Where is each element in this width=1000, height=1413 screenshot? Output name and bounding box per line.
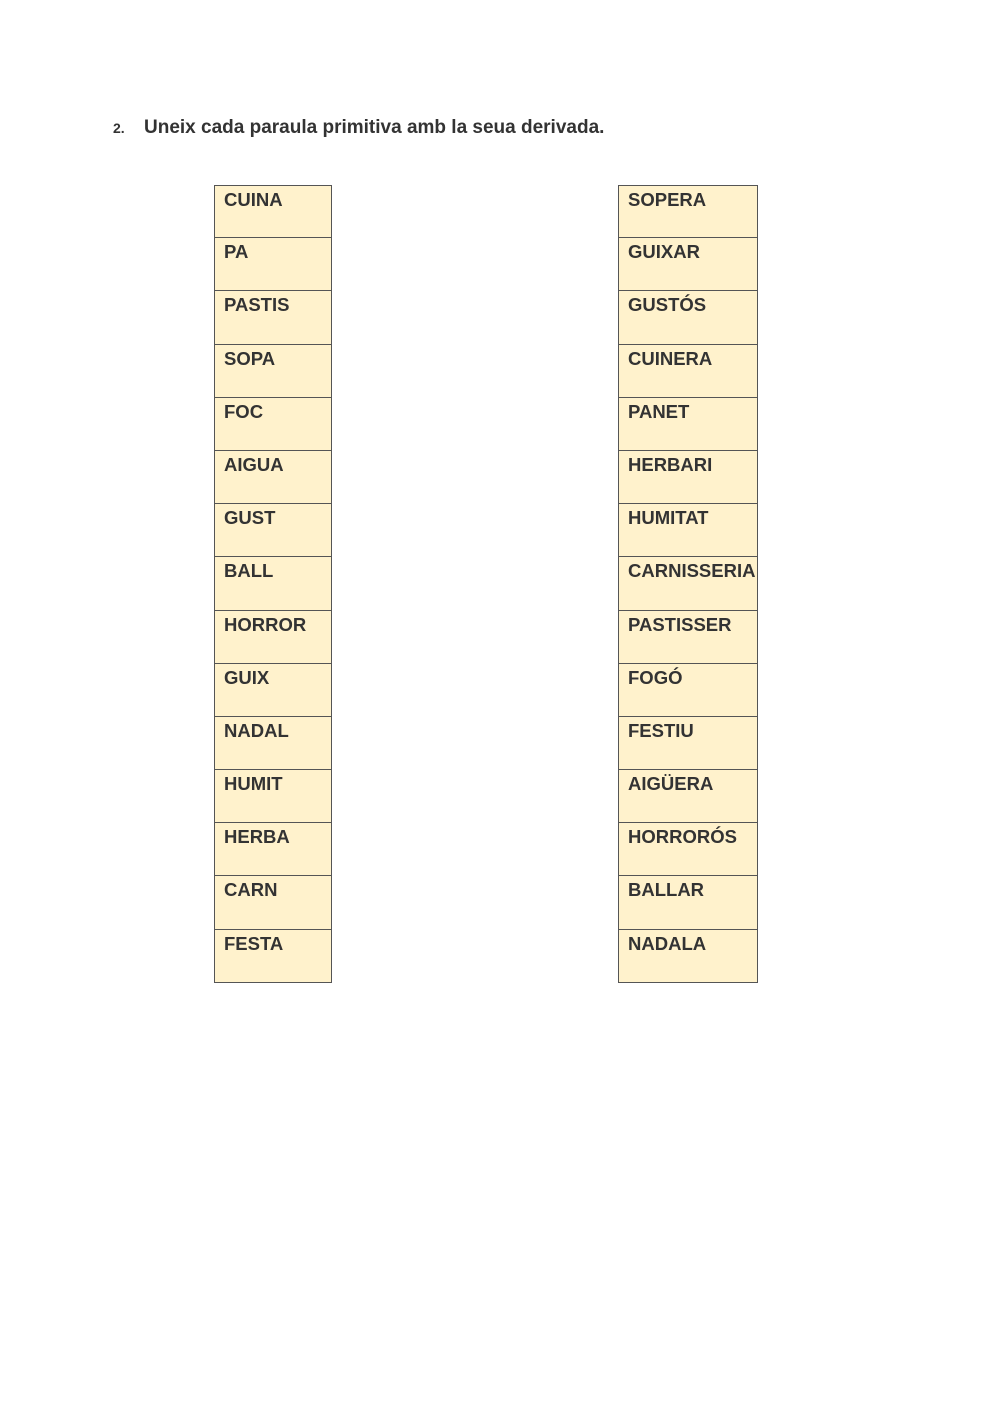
primitive-word-cell[interactable]: BALL xyxy=(214,557,332,610)
derivative-word-cell[interactable]: HORRORÓS xyxy=(618,823,758,876)
derivative-word-cell[interactable]: FESTIU xyxy=(618,717,758,770)
derivative-word-cell[interactable]: HERBARI xyxy=(618,451,758,504)
derivative-word-cell[interactable]: PANET xyxy=(618,398,758,451)
derivative-word-cell[interactable]: CUINERA xyxy=(618,345,758,398)
primitive-words-column xyxy=(214,185,332,983)
primitive-word-cell[interactable]: HUMIT xyxy=(214,770,332,823)
primitive-word-cell[interactable]: FOC xyxy=(214,398,332,451)
primitive-word-cell[interactable]: HERBA xyxy=(214,823,332,876)
primitive-word-cell[interactable]: NADAL xyxy=(214,717,332,770)
primitive-word-cell[interactable]: AIGUA xyxy=(214,451,332,504)
question-instruction: Uneix cada paraula primitiva amb la seua derivada. xyxy=(144,117,605,138)
derivative-word-cell[interactable]: AIGÜERA xyxy=(618,770,758,823)
derivative-word-cell[interactable]: GUIXAR xyxy=(618,238,758,291)
primitive-word-cell[interactable]: PA xyxy=(214,238,332,291)
derivative-word-cell[interactable]: CARNISSERIA xyxy=(618,557,758,610)
derivative-word-cell[interactable]: GUSTÓS xyxy=(618,291,758,344)
derivative-word-cell[interactable]: PASTISSER xyxy=(618,611,758,664)
derivative-word-cell[interactable]: BALLAR xyxy=(618,876,758,929)
primitive-word-cell[interactable]: HORROR xyxy=(214,611,332,664)
primitive-word-cell[interactable]: GUIX xyxy=(214,664,332,717)
derivative-word-cell[interactable]: HUMITAT xyxy=(618,504,758,557)
primitive-word-cell[interactable]: CARN xyxy=(214,876,332,929)
derivative-word-cell[interactable]: FOGÓ xyxy=(618,664,758,717)
primitive-word-cell[interactable]: PASTIS xyxy=(214,291,332,344)
question-heading xyxy=(113,115,604,141)
primitive-word-cell[interactable]: GUST xyxy=(214,504,332,557)
derivative-word-cell[interactable]: SOPERA xyxy=(618,185,758,238)
derivative-word-cell[interactable]: NADALA xyxy=(618,930,758,983)
primitive-word-cell[interactable]: FESTA xyxy=(214,930,332,983)
primitive-word-cell[interactable]: CUINA xyxy=(214,185,332,238)
primitive-word-cell[interactable]: SOPA xyxy=(214,345,332,398)
question-number: 2. xyxy=(113,120,125,136)
derivative-words-column xyxy=(618,185,758,983)
